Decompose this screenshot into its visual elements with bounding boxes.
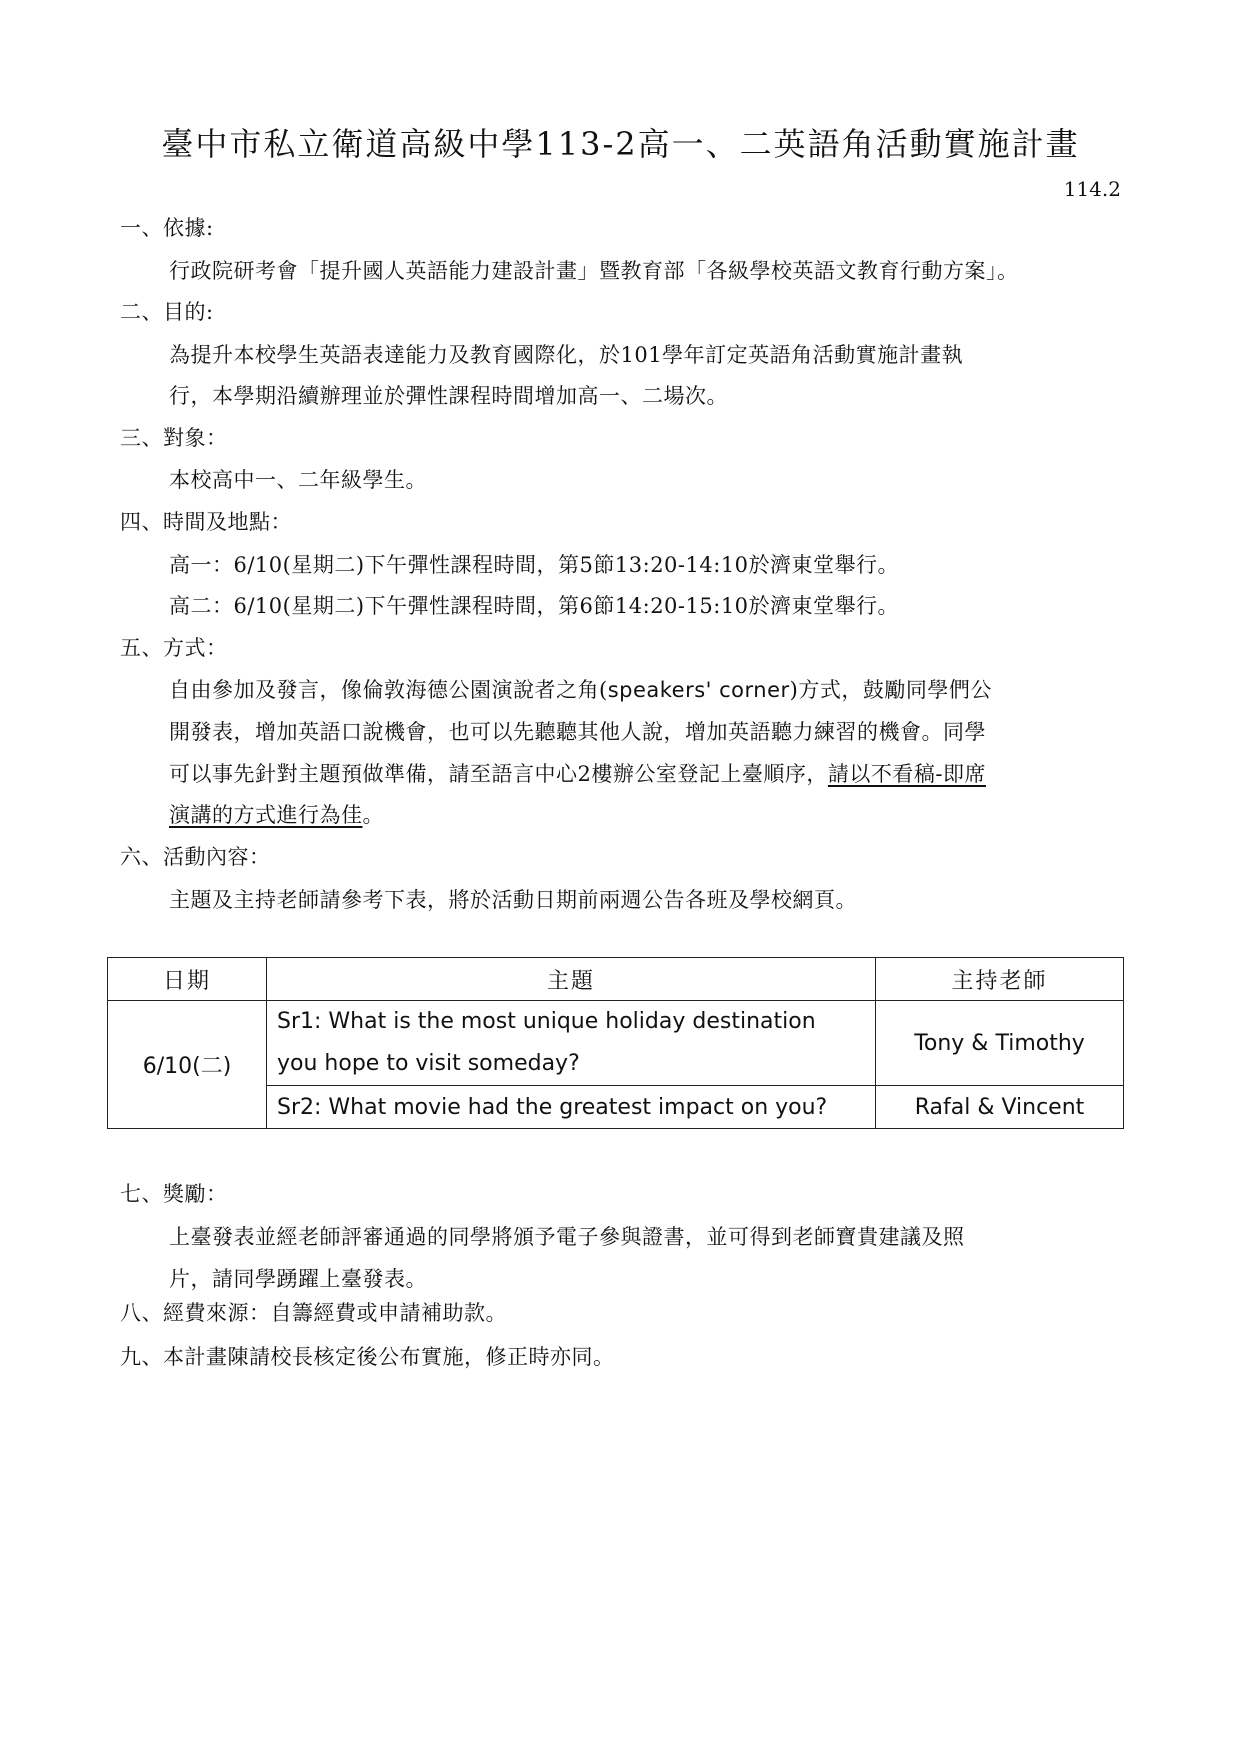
section-2-heading: 二、目的: [120,300,214,324]
section-4-body-line-1: 高一：6/10(星期二)下午彈性課程時間，第5節13:20-14:10於濟東堂舉行。 [169,553,900,577]
table-cell-topic: Sr2: What movie had the greatest impact on you? [267,1086,876,1129]
section-9-line: 九、本計畫陳請校長核定後公布實施，修正時亦同。 [120,1345,615,1369]
section-6-body-line: 主題及主持老師請參考下表，將於活動日期前兩週公告各班及學校網頁。 [169,888,857,912]
topics-table [107,957,1124,1129]
table-cell-host: Tony & Timothy [876,1001,1124,1086]
table-cell-date: 6/10(二) [108,1001,267,1129]
section-5-body-line-3 [169,760,986,788]
table-cell-host: Rafal & Vincent [876,1086,1124,1129]
table-row [108,1001,1124,1086]
topic-line: Sr1: What is the most unique holiday destination [277,1009,816,1034]
table-header-date: 日期 [108,958,267,1001]
section-1-heading: 一、依據: [120,216,214,240]
section-5-body-line-1 [169,676,992,704]
document-date: 114.2 [1063,177,1121,201]
table-header-row [108,958,1124,1001]
section-1-body-line: 行政院研考會「提升國人英語能力建設計畫」暨教育部「各級學校英語文教育行動方案」。 [169,259,1019,283]
document-title: 臺中市私立衛道高級中學113-2高一、二英語角活動實施計畫 [161,125,1080,163]
section-6-heading: 六、活動內容： [120,845,271,869]
section-2-body-line-2: 行，本學期沿續辦理並於彈性課程時間增加高一、二場次。 [169,384,728,408]
section-3-body-line: 本校高中一、二年級學生。 [169,468,427,492]
section-7-body-line-1: 上臺發表並經老師評審通過的同學將頒予電子參與證書，並可得到老師寶貴建議及照 [169,1225,965,1249]
section-8-line: 八、經費來源：自籌經費或申請補助款。 [120,1301,507,1325]
section-5-text: 自由參加及發言，像倫敦海德公園演說者之角( [169,678,608,702]
section-4-heading: 四、時間及地點： [120,510,292,534]
section-5-text: )方式，鼓勵同學們公 [789,678,992,702]
underlined-emphasis: 演講的方式進行為佳 [169,803,363,827]
section-7-body-line-2: 片，請同學踴躍上臺發表。 [169,1267,427,1291]
section-7-heading: 七、獎勵： [120,1182,228,1206]
section-5-body-line-2: 開發表，增加英語口說機會，也可以先聽聽其他人說，增加英語聽力練習的機會。同學 [169,720,986,744]
section-5-body-line-4 [169,801,384,829]
table-header-host: 主持老師 [876,958,1124,1001]
section-3-heading: 三、對象： [120,426,228,450]
section-5-heading: 五、方式： [120,636,228,660]
section-2-body-line-1: 為提升本校學生英語表達能力及教育國際化，於101學年訂定英語角活動實施計畫執 [169,343,964,367]
table-header-topic: 主題 [267,958,876,1001]
underlined-emphasis: 請以不看稿-即席 [827,762,986,786]
section-5-text: 。 [362,803,384,827]
speakers-corner-term: speakers' corner [607,678,790,702]
section-4-body-line-2: 高二：6/10(星期二)下午彈性課程時間，第6節14:20-15:10於濟東堂舉行。 [169,594,900,618]
table-cell-topic [267,1001,876,1086]
topic-line: you hope to visit someday? [277,1051,580,1076]
section-5-text: 可以事先針對主題預做準備，請至語言中心2樓辦公室登記上臺順序， [169,762,828,786]
